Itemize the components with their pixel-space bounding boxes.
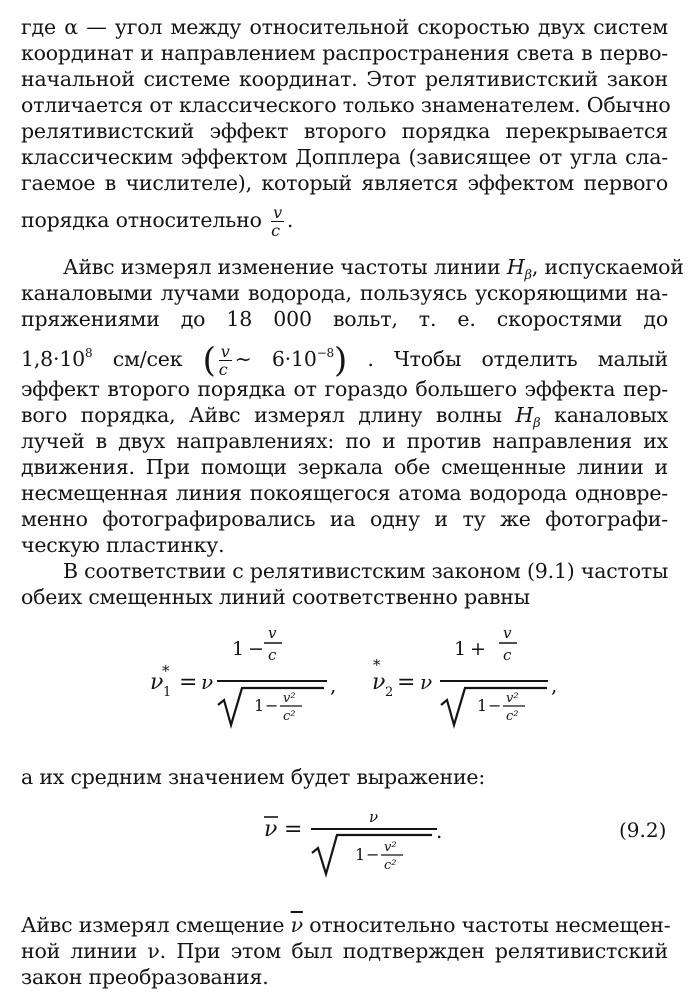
svg-text:ν: ν [201, 670, 214, 694]
text-line: ческую пластинку. [21, 533, 225, 557]
text-line: ной линии ν. При этом был подтвержден релятивистский [21, 939, 668, 963]
text-line: эффект второго порядка от гораздо большего эффекта пер- [21, 377, 668, 401]
text-line: движения. При помощи зеркала обе смещенные линии и [21, 455, 668, 479]
symbol-nu-bar: $\overline{\nu}$ [290, 913, 303, 937]
formula-nu1 [150, 624, 336, 725]
svg-text:=: = [284, 817, 303, 842]
svg-text:v²: v² [384, 840, 397, 855]
text-line: гаемое в числителе), который является эффектом первого [21, 171, 668, 195]
fraction-denominator: c [271, 221, 280, 240]
text-fragment: порядка относительно [21, 208, 262, 232]
text-line: координат и направлением распространения света в перво- [21, 41, 668, 65]
text-line: закон преобразования. [21, 965, 269, 989]
svg-text:c: c [268, 646, 277, 664]
svg-text:=: = [179, 670, 198, 695]
svg-text:−: − [366, 845, 380, 864]
svg-text:−: − [265, 696, 279, 715]
text-line: релятивистский эффект второго порядка перекрывается [21, 119, 668, 143]
svg-text:c: c [503, 646, 512, 664]
text-fragment: , испускаемой [531, 255, 684, 279]
fraction-numerator: v [220, 342, 230, 361]
svg-text:1: 1 [355, 845, 366, 864]
text-line: а их средним значением будет выражение: [21, 765, 486, 789]
text-line: пряжениями до 18 000 вольт, т. е. скоростями до [21, 307, 668, 331]
text-line: обеих смещенных линий соответственно равны [21, 585, 530, 609]
svg-text:c²: c² [506, 709, 519, 724]
svg-text:,: , [551, 673, 558, 697]
svg-text:1: 1 [254, 696, 265, 715]
svg-text:c²: c² [283, 709, 296, 724]
text-fragment: $1,8\cdot 10^8$ см/сек [21, 346, 183, 371]
svg-text:*: * [162, 662, 170, 680]
text-line: В соответствии с релятивистским законом (9.1) частоты [63, 559, 669, 583]
inline-ratio: ( $\frac{v}{c}$ ∼ $6\cdot 10^{-8}$) [202, 340, 348, 381]
svg-text:1: 1 [232, 638, 245, 660]
text-line: классическим эффектом Допплера (зависящее от угла сла- [21, 145, 668, 169]
svg-text:ν: ν [264, 817, 278, 842]
svg-text:−: − [488, 696, 502, 715]
text-line: несмещенная линия покоящегося атома водорода одновре- [21, 481, 668, 505]
svg-text:ν: ν [150, 670, 164, 695]
symbol-h-beta: $H_\beta$ [506, 255, 532, 283]
svg-text:=: = [397, 670, 416, 695]
svg-text:1: 1 [477, 696, 488, 715]
text-line: где α — угол между относительной скоростью двух систем [21, 15, 668, 39]
svg-text:ν: ν [420, 670, 433, 694]
svg-text:v: v [268, 624, 277, 642]
svg-text:1: 1 [454, 638, 467, 660]
equation-number: (9.2) [619, 818, 667, 842]
svg-text:*: * [373, 656, 381, 674]
svg-text:ν: ν [369, 808, 379, 826]
svg-text:v²: v² [506, 691, 519, 706]
text-fragment: . Чтобы отделить малый [367, 347, 668, 371]
svg-text:1: 1 [163, 685, 172, 700]
text-line: менно фотографировались иа одну и ту же фотографи- [21, 507, 668, 531]
symbol-h-beta: $H_\beta$ [515, 403, 541, 431]
text-line: отличается от классического только знаменателем. Обычно [21, 93, 671, 117]
svg-text:,: , [330, 673, 337, 697]
formula-9-2 [264, 808, 442, 874]
svg-text:−: − [248, 638, 264, 660]
svg-text:.: . [436, 819, 443, 843]
svg-text:2: 2 [385, 685, 394, 700]
text-line: начальной системе координат. Этот релятивистский закон [21, 67, 668, 91]
text-line: лучей в двух направлениях: по и против направления их [21, 429, 668, 453]
text-fragment: вого порядка, Айвс измерял длину волны [21, 403, 502, 427]
text-fragment: каналовых [554, 403, 668, 427]
svg-text:+: + [470, 638, 486, 660]
svg-text:c²: c² [384, 858, 397, 873]
text-fragment: Айвс измерял смещение [21, 913, 285, 937]
text-fragment: Айвс измерял изменение частоты линии [63, 255, 501, 279]
svg-text:v²: v² [283, 691, 296, 706]
text-line [21, 912, 671, 938]
formula-nu2 [372, 624, 557, 725]
text-fragment: . [286, 208, 294, 232]
fraction-denominator: c [218, 360, 228, 379]
text-line: каналовыми лучами водорода, пользуясь ускоряющими на- [21, 281, 668, 305]
text-fragment: относительно частоты несмещен- [309, 913, 671, 937]
fraction-numerator: v [273, 203, 282, 222]
svg-text:ν: ν [372, 670, 386, 695]
svg-text:v: v [503, 624, 512, 642]
